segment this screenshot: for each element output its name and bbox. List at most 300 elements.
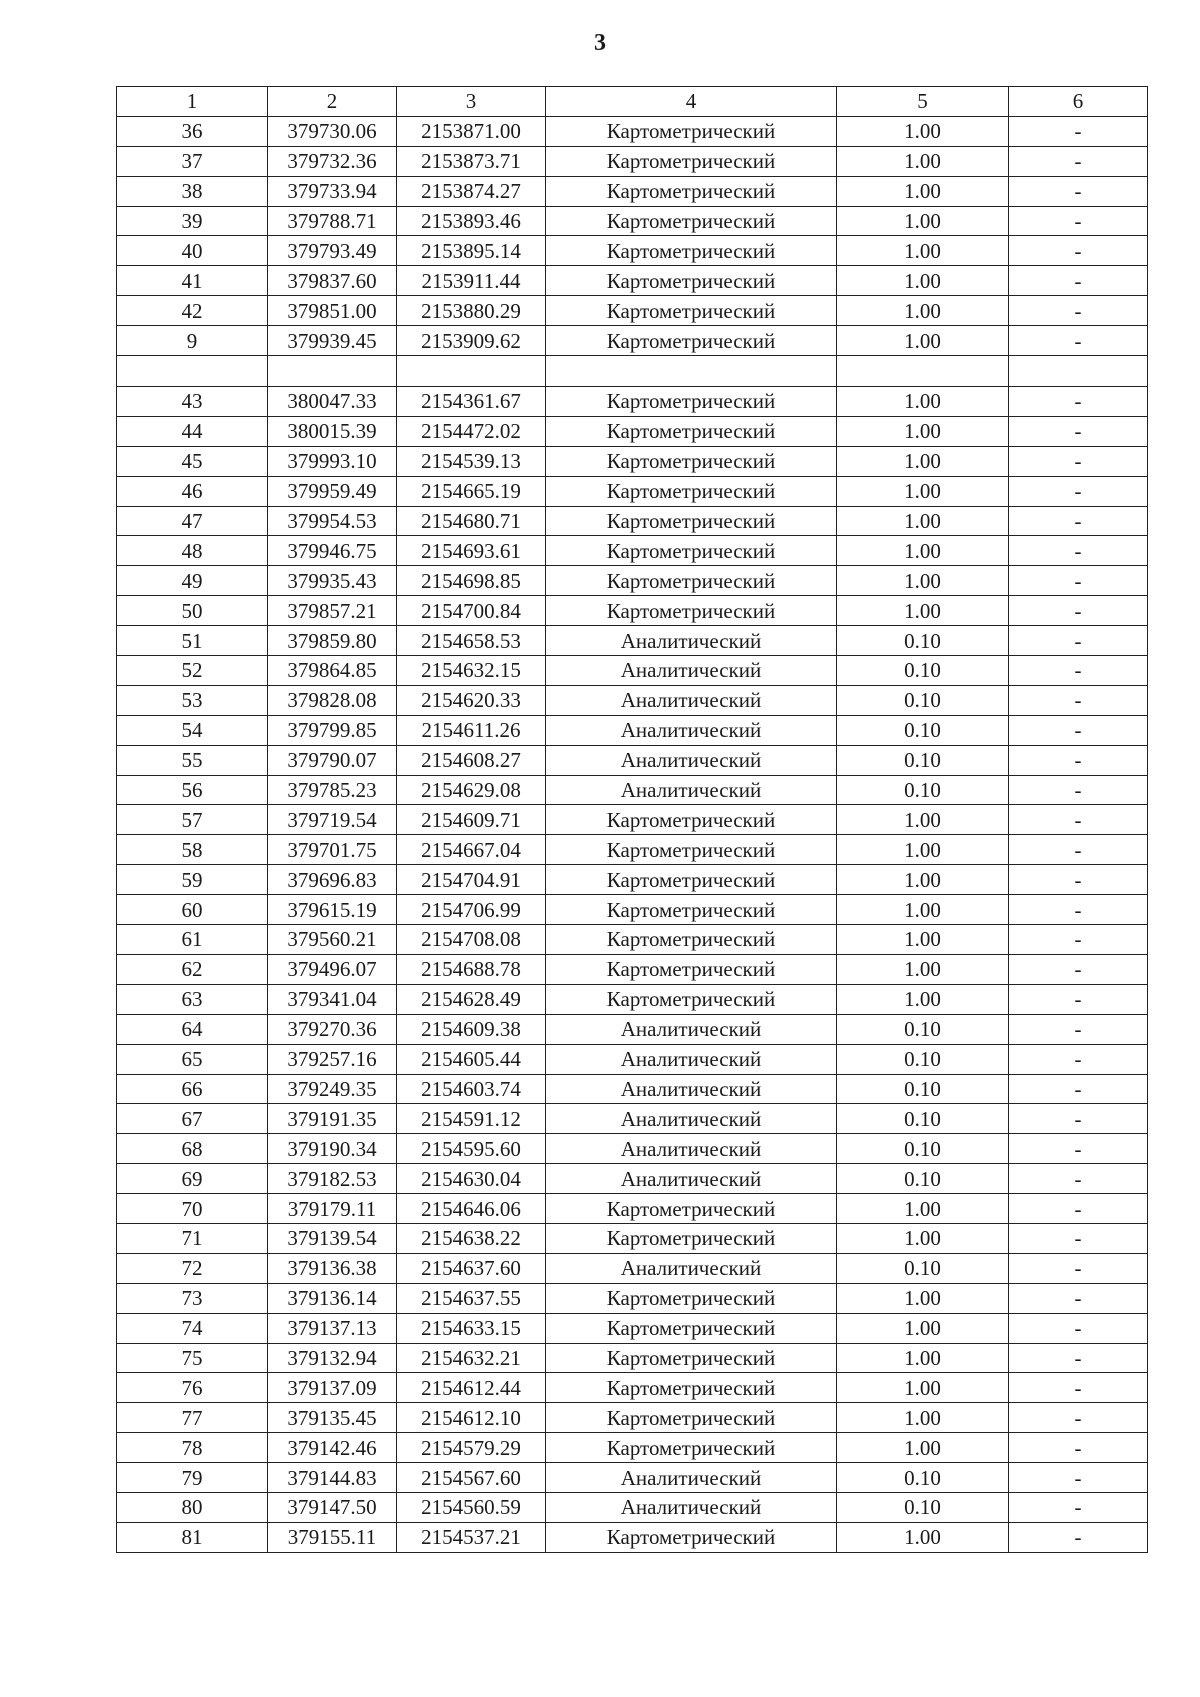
table-cell: 48: [117, 536, 268, 566]
table-cell: -: [1009, 206, 1148, 236]
table-cell: 81: [117, 1522, 268, 1552]
table-cell: 2154628.49: [397, 984, 546, 1014]
table-row: [117, 715, 1148, 745]
table-cell: 2153911.44: [397, 266, 546, 296]
table-cell: 379790.07: [268, 745, 397, 775]
table-cell: -: [1009, 116, 1148, 146]
table-row: [117, 1044, 1148, 1074]
table-cell: -: [1009, 387, 1148, 417]
table-cell: 2154706.99: [397, 895, 546, 925]
table-cell: 2154609.71: [397, 805, 546, 835]
table-cell: 0.10: [837, 1134, 1009, 1164]
table-cell: 379496.07: [268, 954, 397, 984]
table-cell: 2154560.59: [397, 1492, 546, 1522]
table-row: [117, 476, 1148, 506]
table-cell: 37: [117, 146, 268, 176]
table-cell: 379249.35: [268, 1074, 397, 1104]
table-row: [117, 685, 1148, 715]
table-cell: -: [1009, 984, 1148, 1014]
table-cell: Картометрический: [546, 116, 837, 146]
table-cell: 1.00: [837, 236, 1009, 266]
table-cell: 2154665.19: [397, 476, 546, 506]
table-cell: 379793.49: [268, 236, 397, 266]
table-cell: 80: [117, 1492, 268, 1522]
table-cell: 1.00: [837, 446, 1009, 476]
table-cell: 1.00: [837, 835, 1009, 865]
table-cell: 2154693.61: [397, 536, 546, 566]
table-cell: 1.00: [837, 387, 1009, 417]
table-cell: [268, 356, 397, 387]
table-row: [117, 626, 1148, 656]
table-cell: 64: [117, 1014, 268, 1044]
table-cell: 379137.09: [268, 1373, 397, 1403]
table-cell: 379730.06: [268, 116, 397, 146]
table-row: [117, 895, 1148, 925]
table-cell: 2154603.74: [397, 1074, 546, 1104]
table-row: [117, 1373, 1148, 1403]
table-cell: 379733.94: [268, 176, 397, 206]
table-cell: 1.00: [837, 1283, 1009, 1313]
table-cell: -: [1009, 1044, 1148, 1074]
table-cell: 0.10: [837, 1492, 1009, 1522]
table-cell: 1.00: [837, 1194, 1009, 1224]
table-cell: -: [1009, 236, 1148, 266]
table-cell: 1.00: [837, 296, 1009, 326]
table-cell: 44: [117, 416, 268, 446]
table-cell: 2154612.10: [397, 1403, 546, 1433]
table-cell: [837, 356, 1009, 387]
table-cell: -: [1009, 1253, 1148, 1283]
table-cell: -: [1009, 865, 1148, 895]
table-cell: Аналитический: [546, 1253, 837, 1283]
table-cell: -: [1009, 176, 1148, 206]
table-cell: -: [1009, 954, 1148, 984]
table-cell: 1.00: [837, 1223, 1009, 1253]
table-cell: 379136.38: [268, 1253, 397, 1283]
table-cell: 52: [117, 656, 268, 686]
table-row: [117, 1223, 1148, 1253]
table-cell: Картометрический: [546, 476, 837, 506]
table-cell: 379136.14: [268, 1283, 397, 1313]
table-cell: -: [1009, 1283, 1148, 1313]
table-cell: 1.00: [837, 925, 1009, 955]
table-cell: -: [1009, 685, 1148, 715]
table-cell: -: [1009, 1343, 1148, 1373]
table-cell: 379144.83: [268, 1463, 397, 1493]
table-cell: 2154611.26: [397, 715, 546, 745]
table-cell: 73: [117, 1283, 268, 1313]
table-row: [117, 925, 1148, 955]
table-cell: 379135.45: [268, 1403, 397, 1433]
table-cell: 2154638.22: [397, 1223, 546, 1253]
table-row: [117, 865, 1148, 895]
table-row: [117, 1492, 1148, 1522]
table-cell: 379935.43: [268, 566, 397, 596]
table-row: [117, 536, 1148, 566]
table-cell: 379857.21: [268, 596, 397, 626]
table-cell: -: [1009, 745, 1148, 775]
table-cell: 2153893.46: [397, 206, 546, 236]
table-row: [117, 656, 1148, 686]
table-cell: Картометрический: [546, 1343, 837, 1373]
table-cell: 2154680.71: [397, 506, 546, 536]
table-cell: 2154637.60: [397, 1253, 546, 1283]
table-cell: 2154630.04: [397, 1164, 546, 1194]
table-cell: 0.10: [837, 745, 1009, 775]
table-cell: 77: [117, 1403, 268, 1433]
table-cell: Аналитический: [546, 715, 837, 745]
table-cell: 1.00: [837, 1433, 1009, 1463]
table-cell: 380015.39: [268, 416, 397, 446]
table-cell: 0.10: [837, 626, 1009, 656]
table-cell: 2154579.29: [397, 1433, 546, 1463]
table-cell: [1009, 356, 1148, 387]
column-header: 2: [268, 87, 397, 117]
table-cell: 2154698.85: [397, 566, 546, 596]
table-cell: -: [1009, 1313, 1148, 1343]
table-cell: -: [1009, 775, 1148, 805]
table-cell: 2153874.27: [397, 176, 546, 206]
table-cell: 1.00: [837, 596, 1009, 626]
table-row: [117, 416, 1148, 446]
table-cell: 2154667.04: [397, 835, 546, 865]
table-cell: 380047.33: [268, 387, 397, 417]
table-cell: -: [1009, 566, 1148, 596]
table-cell: 41: [117, 266, 268, 296]
table-row: [117, 356, 1148, 387]
table-cell: Картометрический: [546, 954, 837, 984]
table-cell: 40: [117, 236, 268, 266]
column-header: 4: [546, 87, 837, 117]
table-cell: 75: [117, 1343, 268, 1373]
table-cell: Картометрический: [546, 805, 837, 835]
table-cell: 1.00: [837, 1343, 1009, 1373]
table-cell: 379191.35: [268, 1104, 397, 1134]
table-cell: 53: [117, 685, 268, 715]
table-row: [117, 1313, 1148, 1343]
table-cell: 2154539.13: [397, 446, 546, 476]
table-cell: Картометрический: [546, 1194, 837, 1224]
table-row: [117, 1403, 1148, 1433]
table-cell: Аналитический: [546, 685, 837, 715]
table-row: [117, 805, 1148, 835]
table-cell: Аналитический: [546, 1014, 837, 1044]
table-cell: 2154629.08: [397, 775, 546, 805]
table-cell: Картометрический: [546, 206, 837, 236]
table-cell: -: [1009, 805, 1148, 835]
column-header: 1: [117, 87, 268, 117]
table-row: [117, 1433, 1148, 1463]
table-cell: -: [1009, 835, 1148, 865]
table-cell: -: [1009, 1164, 1148, 1194]
table-row: [117, 1104, 1148, 1134]
table-row: [117, 266, 1148, 296]
table-cell: Картометрический: [546, 835, 837, 865]
table-cell: 379155.11: [268, 1522, 397, 1552]
table-row: [117, 984, 1148, 1014]
table-cell: 0.10: [837, 715, 1009, 745]
table-row: [117, 775, 1148, 805]
table-cell: -: [1009, 266, 1148, 296]
table-cell: Аналитический: [546, 1104, 837, 1134]
table-row: [117, 1283, 1148, 1313]
column-header: 5: [837, 87, 1009, 117]
table-row: [117, 296, 1148, 326]
table-cell: 379137.13: [268, 1313, 397, 1343]
table-cell: 1.00: [837, 416, 1009, 446]
table-cell: -: [1009, 1373, 1148, 1403]
table-cell: 1.00: [837, 146, 1009, 176]
table-cell: Картометрический: [546, 326, 837, 356]
table-row: [117, 1343, 1148, 1373]
table-cell: 1.00: [837, 206, 1009, 236]
table-cell: 2154361.67: [397, 387, 546, 417]
table-cell: 379799.85: [268, 715, 397, 745]
table-cell: Картометрический: [546, 895, 837, 925]
table-cell: 379182.53: [268, 1164, 397, 1194]
table-cell: 379142.46: [268, 1433, 397, 1463]
table-row: [117, 1074, 1148, 1104]
table-cell: 0.10: [837, 775, 1009, 805]
table-cell: 1.00: [837, 476, 1009, 506]
table-cell: Аналитический: [546, 1134, 837, 1164]
table-cell: 379837.60: [268, 266, 397, 296]
table-row: [117, 835, 1148, 865]
table-cell: Картометрический: [546, 296, 837, 326]
table-cell: -: [1009, 476, 1148, 506]
table-cell: 2153871.00: [397, 116, 546, 146]
table-row: [117, 446, 1148, 476]
table-cell: Аналитический: [546, 1044, 837, 1074]
table-cell: Картометрический: [546, 1373, 837, 1403]
table-cell: 71: [117, 1223, 268, 1253]
table-cell: Аналитический: [546, 1463, 837, 1493]
table-cell: 0.10: [837, 1074, 1009, 1104]
table-cell: 379864.85: [268, 656, 397, 686]
table-cell: 2154605.44: [397, 1044, 546, 1074]
table-cell: Картометрический: [546, 446, 837, 476]
table-cell: 0.10: [837, 656, 1009, 686]
table-cell: -: [1009, 656, 1148, 686]
table-cell: 379946.75: [268, 536, 397, 566]
table-cell: 379179.11: [268, 1194, 397, 1224]
table-cell: 2154609.38: [397, 1014, 546, 1044]
table-cell: 51: [117, 626, 268, 656]
table-cell: 56: [117, 775, 268, 805]
table-cell: 2154633.15: [397, 1313, 546, 1343]
table-row: [117, 176, 1148, 206]
table-cell: 1.00: [837, 895, 1009, 925]
table-cell: 2154637.55: [397, 1283, 546, 1313]
table-cell: 1.00: [837, 176, 1009, 206]
table-cell: 1.00: [837, 984, 1009, 1014]
table-row: [117, 1014, 1148, 1044]
table-cell: 47: [117, 506, 268, 536]
table-cell: 2153895.14: [397, 236, 546, 266]
table-cell: 2154632.15: [397, 656, 546, 686]
table-cell: 1.00: [837, 1313, 1009, 1343]
table-cell: Картометрический: [546, 984, 837, 1014]
table-row: [117, 745, 1148, 775]
table-cell: 42: [117, 296, 268, 326]
table-cell: Картометрический: [546, 1522, 837, 1552]
table-cell: 379560.21: [268, 925, 397, 955]
table-cell: Картометрический: [546, 1313, 837, 1343]
table-header-row: [117, 87, 1148, 117]
table-row: [117, 1522, 1148, 1552]
column-header: 3: [397, 87, 546, 117]
table-cell: 0.10: [837, 1014, 1009, 1044]
table-cell: -: [1009, 925, 1148, 955]
table-cell: -: [1009, 1014, 1148, 1044]
table-cell: 2154708.08: [397, 925, 546, 955]
table-cell: 49: [117, 566, 268, 596]
table-cell: -: [1009, 1194, 1148, 1224]
table-cell: 45: [117, 446, 268, 476]
table-cell: 379993.10: [268, 446, 397, 476]
table-cell: 379954.53: [268, 506, 397, 536]
table-cell: 1.00: [837, 1373, 1009, 1403]
table-cell: -: [1009, 1403, 1148, 1433]
table-cell: 59: [117, 865, 268, 895]
table-cell: 1.00: [837, 266, 1009, 296]
table-cell: 1.00: [837, 865, 1009, 895]
table-cell: 1.00: [837, 954, 1009, 984]
table-cell: Картометрический: [546, 236, 837, 266]
table-cell: [546, 356, 837, 387]
table-cell: 1.00: [837, 116, 1009, 146]
table-cell: 0.10: [837, 1164, 1009, 1194]
table-cell: Аналитический: [546, 1492, 837, 1522]
table-cell: Картометрический: [546, 1283, 837, 1313]
table-cell: 63: [117, 984, 268, 1014]
table-cell: 379190.34: [268, 1134, 397, 1164]
table-cell: 1.00: [837, 536, 1009, 566]
table-row: [117, 1463, 1148, 1493]
table-row: [117, 387, 1148, 417]
table-cell: Картометрический: [546, 176, 837, 206]
table-cell: 43: [117, 387, 268, 417]
table-cell: Картометрический: [546, 536, 837, 566]
table-cell: 39: [117, 206, 268, 236]
table-cell: -: [1009, 626, 1148, 656]
table-cell: -: [1009, 1492, 1148, 1522]
table-cell: [117, 356, 268, 387]
table-row: [117, 326, 1148, 356]
table-row: [117, 1164, 1148, 1194]
table-cell: 58: [117, 835, 268, 865]
table-cell: 46: [117, 476, 268, 506]
table-cell: 379828.08: [268, 685, 397, 715]
table-cell: -: [1009, 296, 1148, 326]
table-cell: 2154688.78: [397, 954, 546, 984]
table-cell: 65: [117, 1044, 268, 1074]
table-cell: Картометрический: [546, 387, 837, 417]
table-cell: 379147.50: [268, 1492, 397, 1522]
table-cell: 50: [117, 596, 268, 626]
table-cell: 379257.16: [268, 1044, 397, 1074]
table-cell: 0.10: [837, 1463, 1009, 1493]
table-cell: Картометрический: [546, 596, 837, 626]
table-cell: 57: [117, 805, 268, 835]
table-cell: -: [1009, 1134, 1148, 1164]
table-cell: 78: [117, 1433, 268, 1463]
table-row: [117, 506, 1148, 536]
table-cell: 55: [117, 745, 268, 775]
table-cell: [397, 356, 546, 387]
table-row: [117, 116, 1148, 146]
table-cell: -: [1009, 536, 1148, 566]
table-row: [117, 566, 1148, 596]
table-row: [117, 236, 1148, 266]
table-cell: 379696.83: [268, 865, 397, 895]
table-cell: 66: [117, 1074, 268, 1104]
table-cell: 2154591.12: [397, 1104, 546, 1134]
table-cell: 379788.71: [268, 206, 397, 236]
table-cell: 379701.75: [268, 835, 397, 865]
table-cell: -: [1009, 1433, 1148, 1463]
table-row: [117, 596, 1148, 626]
table-row: [117, 1194, 1148, 1224]
table-cell: 67: [117, 1104, 268, 1134]
table-cell: 2154472.02: [397, 416, 546, 446]
table-cell: -: [1009, 146, 1148, 176]
table-cell: 70: [117, 1194, 268, 1224]
table-cell: 2153909.62: [397, 326, 546, 356]
table-cell: Аналитический: [546, 656, 837, 686]
table-cell: Аналитический: [546, 1164, 837, 1194]
table-cell: 2154646.06: [397, 1194, 546, 1224]
table-cell: Аналитический: [546, 745, 837, 775]
table-cell: 2154700.84: [397, 596, 546, 626]
table-cell: -: [1009, 1223, 1148, 1253]
table-cell: 54: [117, 715, 268, 745]
table-row: [117, 1253, 1148, 1283]
table-cell: 61: [117, 925, 268, 955]
table-cell: 379719.54: [268, 805, 397, 835]
table-cell: 2154567.60: [397, 1463, 546, 1493]
table-cell: Аналитический: [546, 626, 837, 656]
table-cell: -: [1009, 596, 1148, 626]
table-cell: 36: [117, 116, 268, 146]
table-cell: Картометрический: [546, 146, 837, 176]
table-cell: 1.00: [837, 805, 1009, 835]
table-cell: 2154608.27: [397, 745, 546, 775]
table-cell: Картометрический: [546, 566, 837, 596]
table-cell: 2154704.91: [397, 865, 546, 895]
table-cell: 2154612.44: [397, 1373, 546, 1403]
table-cell: -: [1009, 1463, 1148, 1493]
table-cell: 1.00: [837, 566, 1009, 596]
table-cell: -: [1009, 416, 1148, 446]
table-cell: 0.10: [837, 1104, 1009, 1134]
table-cell: 74: [117, 1313, 268, 1343]
table-cell: 2153873.71: [397, 146, 546, 176]
table-cell: Аналитический: [546, 1074, 837, 1104]
table-cell: Картометрический: [546, 506, 837, 536]
table-cell: 69: [117, 1164, 268, 1194]
table-cell: Картометрический: [546, 1223, 837, 1253]
table-cell: 379859.80: [268, 626, 397, 656]
table-cell: 379139.54: [268, 1223, 397, 1253]
table-cell: Картометрический: [546, 416, 837, 446]
table-cell: 38: [117, 176, 268, 206]
table-row: [117, 954, 1148, 984]
table-cell: 76: [117, 1373, 268, 1403]
table-cell: Картометрический: [546, 266, 837, 296]
table-cell: Картометрический: [546, 865, 837, 895]
table-cell: Картометрический: [546, 925, 837, 955]
